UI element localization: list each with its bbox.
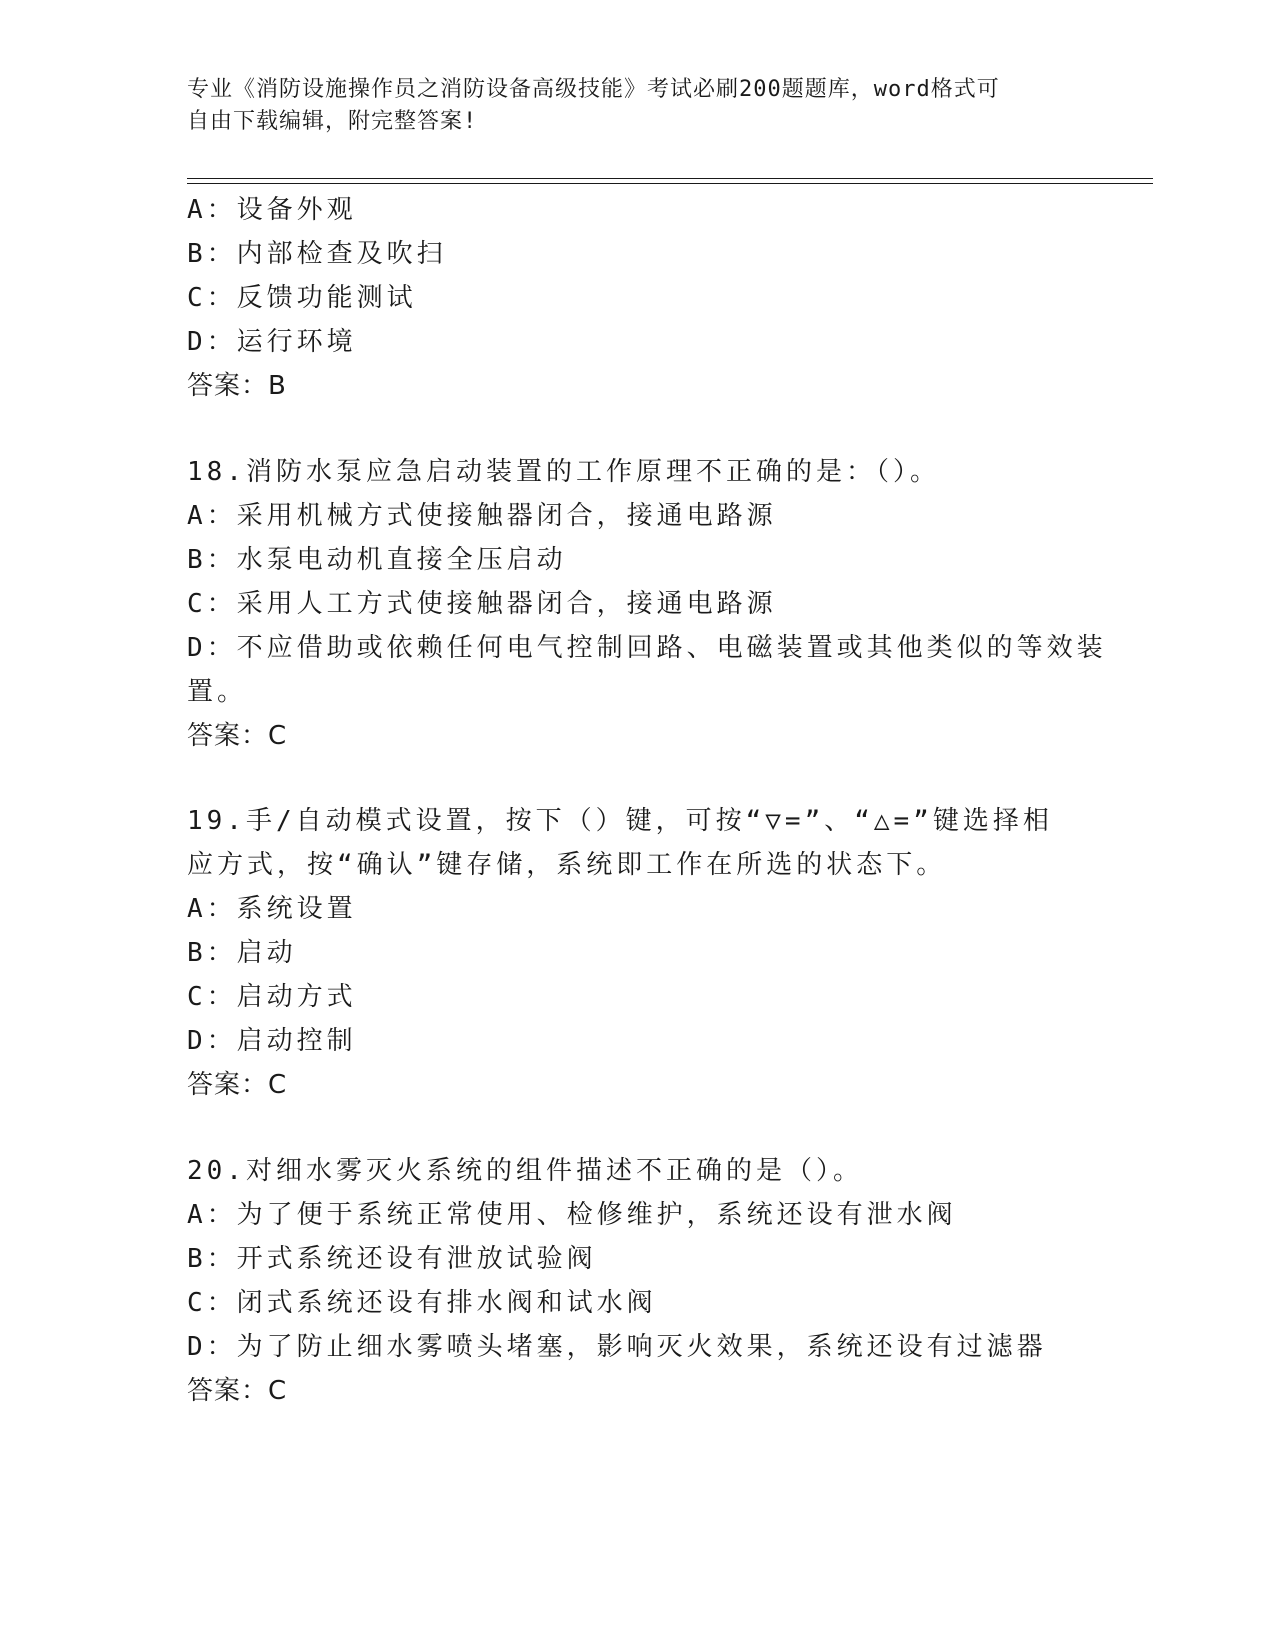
q17-answer: 答案：B bbox=[187, 371, 287, 401]
q18-stem: 18.消防水泵应急启动装置的工作原理不正确的是：（）。 bbox=[187, 457, 940, 487]
q20-option-c: C：闭式系统还设有排水阀和试水阀 bbox=[187, 1288, 657, 1318]
q20-option-b: B：开式系统还设有泄放试验阀 bbox=[187, 1244, 597, 1274]
q17-option-a: A：设备外观 bbox=[187, 195, 357, 225]
q20-option-d: D：为了防止细水雾喷头堵塞，影响灭火效果，系统还设有过滤器 bbox=[187, 1332, 1047, 1362]
q20-answer: 答案：C bbox=[187, 1376, 288, 1406]
q19-answer: 答案：C bbox=[187, 1070, 288, 1100]
q17-option-d: D：运行环境 bbox=[187, 327, 357, 357]
q18-option-b: B：水泵电动机直接全压启动 bbox=[187, 545, 567, 575]
q19-option-a: A：系统设置 bbox=[187, 894, 357, 924]
header-line-1: 专业《消防设施操作员之消防设备高级技能》考试必刷200题题库，word格式可 bbox=[187, 77, 1000, 102]
q19-option-c: C：启动方式 bbox=[187, 982, 357, 1012]
document-header bbox=[187, 74, 1087, 138]
q19-stem-line-2: 应方式，按“确认”键存储，系统即工作在所选的状态下。 bbox=[187, 850, 947, 880]
q18-option-d: D：不应借助或依赖任何电气控制回路、电磁装置或其他类似的等效装 bbox=[187, 633, 1107, 663]
q19-stem-line-1: 19.手/自动模式设置，按下（）键，可按“▽=”、“△=”键选择相 bbox=[187, 806, 1053, 836]
q18-option-c: C：采用人工方式使接触器闭合，接通电路源 bbox=[187, 589, 777, 619]
q19-option-d: D：启动控制 bbox=[187, 1026, 357, 1056]
q18-option-d-cont: 置。 bbox=[187, 677, 248, 707]
q20-option-a: A：为了便于系统正常使用、检修维护，系统还设有泄水阀 bbox=[187, 1200, 957, 1230]
q18-option-a: A：采用机械方式使接触器闭合，接通电路源 bbox=[187, 501, 777, 531]
q18-answer: 答案：C bbox=[187, 721, 288, 751]
q17-option-c: C：反馈功能测试 bbox=[187, 283, 417, 313]
q20-stem: 20.对细水雾灭火系统的组件描述不正确的是（）。 bbox=[187, 1156, 863, 1186]
header-divider-top bbox=[187, 178, 1153, 179]
q17-option-b: B：内部检查及吹扫 bbox=[187, 239, 447, 269]
header-line-2: 自由下载编辑，附完整答案! bbox=[187, 109, 478, 134]
header-divider-bottom bbox=[187, 183, 1153, 184]
q19-option-b: B：启动 bbox=[187, 938, 297, 968]
